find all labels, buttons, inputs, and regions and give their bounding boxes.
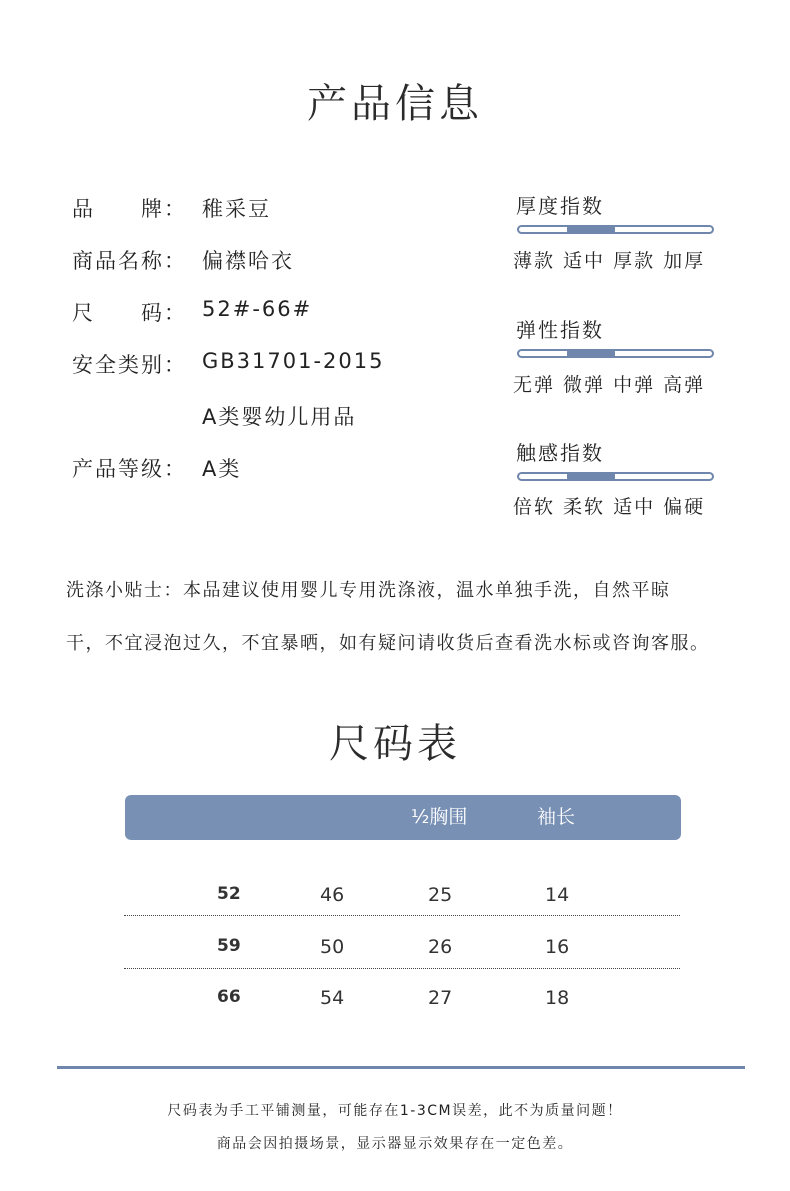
wash-tips-line2: 干，不宜浸泡过久，不宜暴晒，如有疑问请收货后查看洗水标或咨询客服。 bbox=[66, 633, 710, 654]
row-divider bbox=[124, 915, 680, 916]
table-cell: 46 bbox=[320, 884, 345, 906]
size-cell: 59 bbox=[217, 936, 241, 956]
thickness-index-fill bbox=[567, 226, 615, 233]
info-label: 尺 码： bbox=[72, 301, 187, 325]
thickness-index-bar bbox=[517, 225, 714, 234]
table-cell: 27 bbox=[428, 987, 453, 1009]
wash-tips-line1: 洗涤小贴士：本品建议使用婴儿专用洗涤液，温水单独手洗，自然平晾 bbox=[66, 580, 671, 601]
elasticity-index-bar bbox=[517, 349, 714, 358]
info-row-brand bbox=[72, 193, 271, 223]
info-value: A类 bbox=[202, 457, 242, 481]
info-row-name bbox=[72, 245, 294, 275]
elasticity-index-fill bbox=[567, 350, 615, 357]
size-table-header bbox=[125, 795, 681, 840]
info-value: A类婴幼儿用品 bbox=[202, 405, 357, 429]
header-sleeve-length: 袖长 bbox=[537, 806, 576, 828]
size-cell: 66 bbox=[217, 987, 241, 1007]
header-half-chest: ½胸围 bbox=[411, 806, 468, 828]
touch-index-title: 触感指数 bbox=[516, 441, 604, 465]
footer-divider bbox=[57, 1066, 745, 1069]
table-cell: 50 bbox=[320, 936, 345, 958]
table-cell: 14 bbox=[545, 884, 570, 906]
thickness-index-title: 厚度指数 bbox=[516, 194, 604, 218]
info-row-grade bbox=[72, 453, 242, 483]
touch-index-fill bbox=[567, 473, 615, 480]
info-row-size bbox=[72, 297, 313, 327]
size-cell: 52 bbox=[217, 884, 241, 904]
info-value: 稚采豆 bbox=[202, 197, 271, 221]
info-value: 偏襟哈衣 bbox=[202, 249, 294, 273]
info-value: 52#-66# bbox=[202, 297, 313, 321]
table-cell: 25 bbox=[428, 884, 453, 906]
product-info-title: 产品信息 bbox=[307, 81, 483, 127]
table-cell: 16 bbox=[545, 936, 570, 958]
table-cell: 54 bbox=[320, 987, 345, 1009]
info-label: 商品名称： bbox=[72, 249, 187, 273]
footer-note-1: 尺码表为手工平铺测量，可能存在1-3CM误差，此不为质量问题！ bbox=[167, 1103, 623, 1119]
elasticity-index-options: 无弹 微弹 中弹 高弹 bbox=[513, 374, 706, 396]
table-cell: 26 bbox=[428, 936, 453, 958]
info-label: 产品等级： bbox=[72, 457, 187, 481]
elasticity-index-title: 弹性指数 bbox=[516, 318, 604, 342]
info-row-safety bbox=[72, 349, 385, 379]
touch-index-bar bbox=[517, 472, 714, 481]
table-cell: 18 bbox=[545, 987, 570, 1009]
info-value: GB31701-2015 bbox=[202, 349, 385, 373]
info-label: 品 牌： bbox=[72, 197, 187, 221]
touch-index-options: 倍软 柔软 适中 偏硬 bbox=[513, 496, 706, 518]
row-divider bbox=[124, 968, 680, 969]
info-label: 安全类别： bbox=[72, 353, 187, 377]
footer-note-2: 商品会因拍摄场景，显示器显示效果存在一定色差。 bbox=[216, 1136, 574, 1152]
size-chart-title: 尺码表 bbox=[329, 721, 461, 767]
thickness-index-options: 薄款 适中 厚款 加厚 bbox=[513, 250, 706, 272]
